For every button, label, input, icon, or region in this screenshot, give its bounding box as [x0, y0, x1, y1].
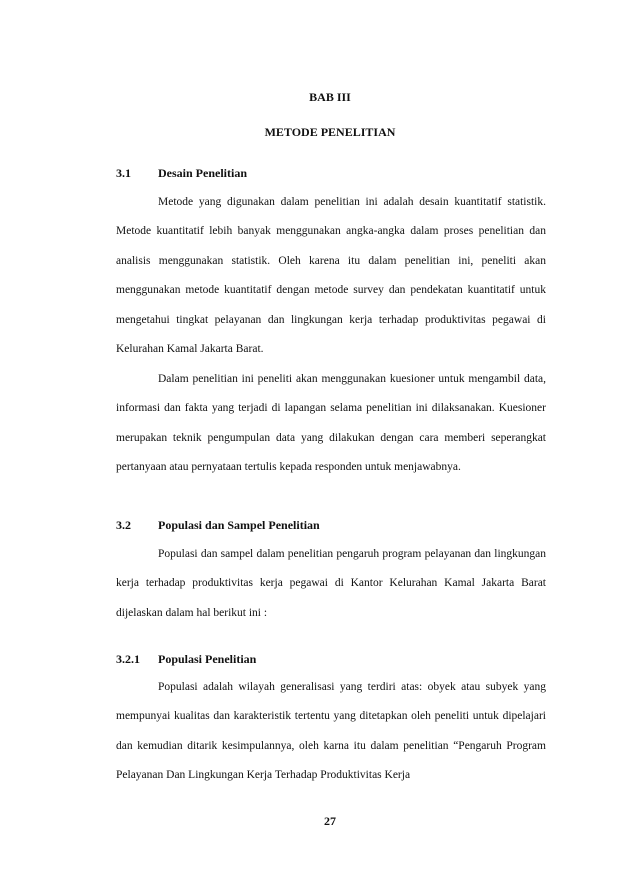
section-number: 3.1: [116, 166, 131, 180]
section-heading-3-1: [116, 166, 546, 181]
paragraph: Metode yang digunakan dalam penelitian ini adalah desain kuantitatif statistik. Metode kuantitatif lebih banyak menggunakan angka-angka dalam proses penelitian dan analisis menggunakan statistik. Oleh karena itu dalam penelitian ini, peneliti akan menggunakan metode kuantitatif dengan metode survey dan pendekatan kuantitatif untuk mengetahui tingkat pelayanan dan lingkungan kerja terhadap produktivitas pegawai di Kelurahan Kamal Jakarta Barat.: [116, 196, 546, 356]
section-heading-3-2-1: [116, 652, 546, 667]
section-number: 3.2.1: [116, 652, 140, 666]
section-title: Desain Penelitian: [158, 166, 247, 180]
page-number: 27: [324, 814, 336, 828]
chapter-title: METODE PENELITIAN: [264, 125, 396, 139]
section-number: 3.2: [116, 518, 131, 532]
chapter-label: BAB III: [309, 90, 351, 104]
section-heading-3-2: [116, 518, 546, 533]
section-title: Populasi Penelitian: [158, 652, 257, 666]
paragraph: Dalam penelitian ini peneliti akan menggunakan kuesioner untuk mengambil data, informasi dan fakta yang terjadi di lapangan selama penelitian ini dilaksanakan. Kuesioner merupakan teknik pengumpulan data yang dilakukan dengan cara memberi seperangkat pertanyaan atau pernyataan tertulis kepada responden untuk menjawabnya.: [116, 373, 546, 474]
paragraph: Populasi adalah wilayah generalisasi yang terdiri atas: obyek atau subyek yang mempunyai kualitas dan karakteristik tertentu yang ditetapkan oleh peneliti untuk dipelajari dan kemudian ditarik kesimpulannya, oleh karna itu dalam penelitian “Pengaruh Program Pelayanan Dan Lingkungan Kerja Terhadap Produktivitas Kerja: [116, 681, 546, 782]
section-title: Populasi dan Sampel Penelitian: [158, 518, 320, 532]
paragraph: Populasi dan sampel dalam penelitian pengaruh program pelayanan dan lingkungan kerja terhadap produktivitas kerja pegawai di Kantor Kelurahan Kamal Jakarta Barat dijelaskan dalam hal berikut ini :: [116, 548, 546, 619]
